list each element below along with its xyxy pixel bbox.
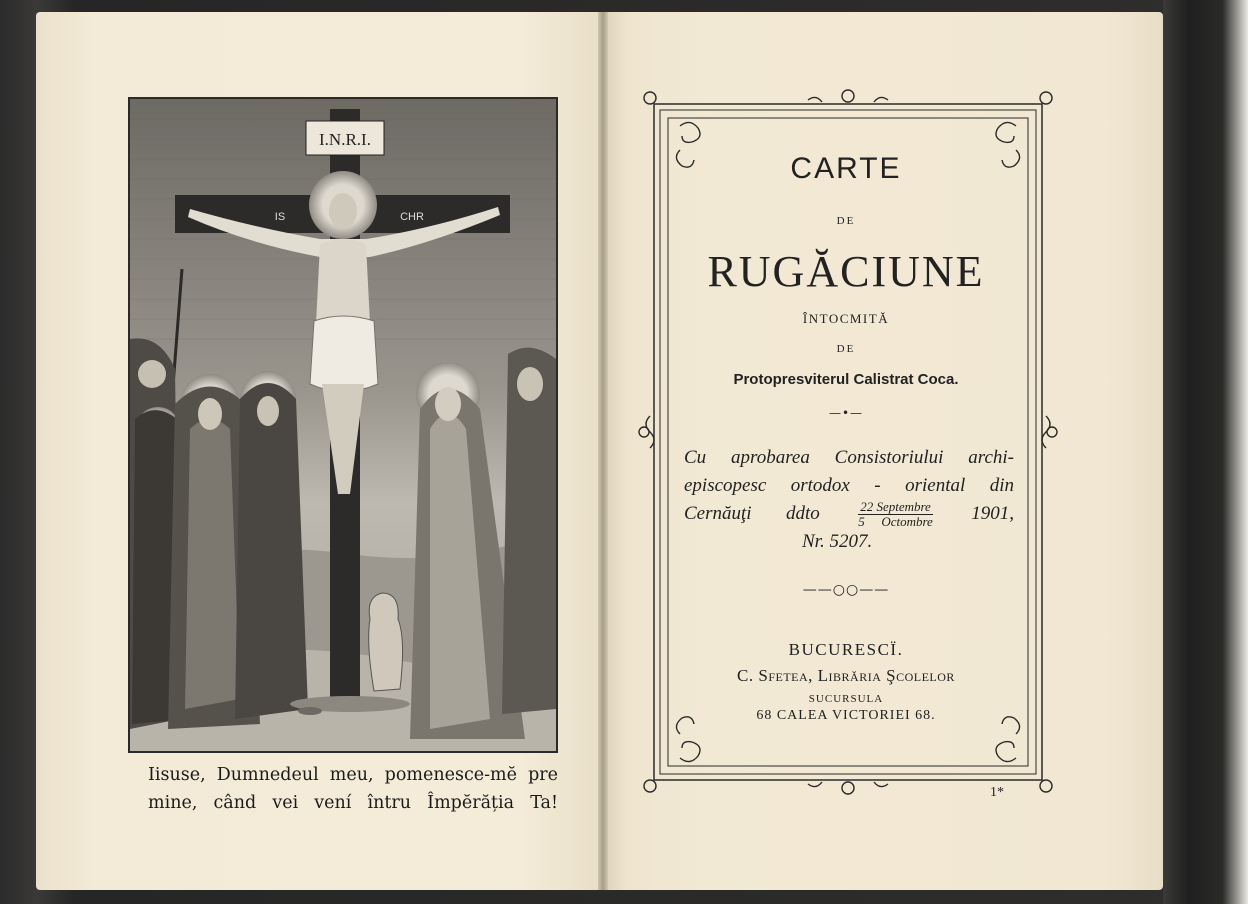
inri-plaque: I.N.R.I. [319,130,371,149]
book-edge [1163,0,1248,904]
engraving-caption [148,761,558,817]
book-gutter [598,12,608,890]
title-de-1: DE [836,215,856,227]
approval-line-3-start: Cernăuţi ddto [684,503,820,524]
title-rugaciune: RUGĂCIUNE [707,247,985,296]
imprint-branch: SUCURSULA [808,693,884,705]
imprint-publisher: C. Sfetea, Librăria Şcolelor [737,666,955,685]
caption-line-1: Iisuse, Dumnedeul meu, pomenesce-mĕ pre [148,765,558,785]
title-de-2: DE [836,343,856,355]
author-line: Protopresviterul Calistrat Coca. [733,371,959,388]
imprint-city: BUCURESCÏ. [788,640,904,659]
cross-inscription-left: IS [274,211,286,223]
crucifixion-engraving [128,97,558,753]
ornament-divider-1: —•— [828,406,864,420]
signature-mark: 1* [990,785,1004,800]
imprint-address: 68 CALEA VICTORIEI 68. [756,708,936,723]
caption-line-2: mine, când vei vení întru Împĕrăția Ta! [148,793,558,813]
approval-line-3 [684,500,1014,528]
approval-line-4: Nr. 5207. [802,531,873,552]
title-carte: CARTE [790,152,902,185]
fraction-bottom: 5 Octombre [858,514,933,530]
approval-paragraph [684,444,1014,556]
approval-line-1: Cu aprobarea Consistoriului archi- [684,447,1014,468]
ornament-divider-2: ——○○—— [802,582,890,598]
cross-inscription-right: CHR [400,211,424,223]
ornamental-frame [636,86,1060,798]
fraction-top: 22 Septembre [860,499,931,515]
approval-line-3-end: 1901, [971,503,1014,524]
date-fraction [858,500,933,529]
title-intocmita: ÎNTOCMITĂ [802,311,890,326]
approval-line-2: episcopesc ortodox - oriental din [684,475,1014,496]
